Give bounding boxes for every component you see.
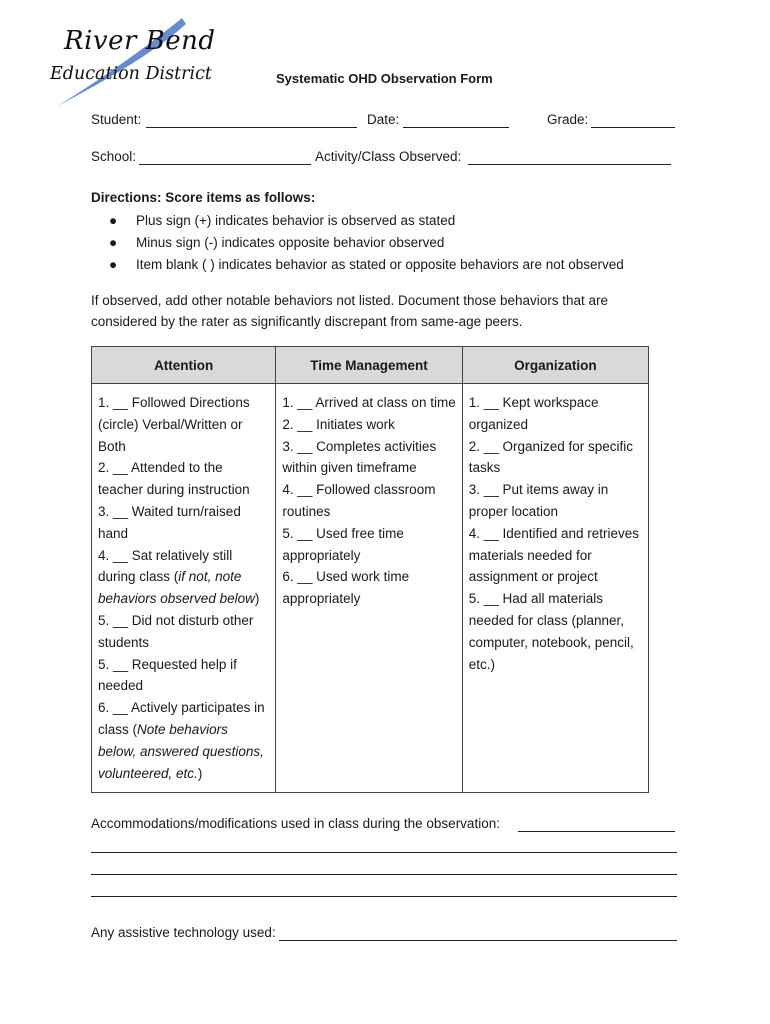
org-item-2: 2. __ Organized for specific tasks xyxy=(468,438,634,476)
logo-text-education-district: Education District xyxy=(50,64,212,84)
time-item-5: 5. __ Used free time appropriately xyxy=(282,525,404,563)
time-item-3: 3. __ Completes activities within given timeframe xyxy=(282,438,437,476)
attention-item-2: 2. __ Attended to the teacher during instruction xyxy=(98,460,250,498)
logo-text-river-bend: River Bend xyxy=(64,26,216,56)
list-item xyxy=(109,254,624,276)
org-item-3: 3. __ Put items away in proper location xyxy=(468,482,609,519)
attention-cell xyxy=(92,384,276,793)
header-time-management: Time Management xyxy=(276,347,462,384)
attention-item-5: 5. __ Did not disturb other students xyxy=(98,612,254,650)
bullet-text: Plus sign (+) indicates behavior is observed as stated xyxy=(136,213,456,228)
grade-field[interactable] xyxy=(591,127,675,128)
attention-item-6 xyxy=(98,697,269,784)
bullet-icon: ● xyxy=(109,213,118,228)
header-organization: Organization xyxy=(462,347,648,384)
student-field[interactable] xyxy=(146,127,357,128)
org-item-1: 1. __ Kept workspace organized xyxy=(468,395,599,432)
accommodations-field[interactable] xyxy=(518,831,675,832)
form-title: Systematic OHD Observation Form xyxy=(276,71,493,86)
bullet-text: Item blank ( ) indicates behavior as stated or opposite behaviors are not observed xyxy=(136,257,624,272)
school-field[interactable] xyxy=(139,164,311,165)
bullet-icon: ● xyxy=(109,257,118,272)
attention-item-4-note: if not, note behaviors observed below xyxy=(98,569,255,607)
header-attention: Attention xyxy=(92,347,276,384)
assistive-tech-label: Any assistive technology used: xyxy=(91,925,276,940)
attention-item-6-note: Note behaviors below, answered questions, volunteered, etc. xyxy=(98,721,264,781)
student-label: Student: xyxy=(91,112,142,127)
school-label: School: xyxy=(91,149,137,164)
attention-item-6-text: 6. __ Actively participates in class ( xyxy=(98,700,265,737)
attention-item-4-close: ) xyxy=(254,591,260,607)
organization-cell xyxy=(462,384,648,793)
time-management-cell xyxy=(276,384,462,793)
list-item xyxy=(109,210,624,232)
grade-label: Grade: xyxy=(547,112,589,127)
attention-item-5b: 5. __ Requested help if needed xyxy=(98,656,237,694)
attention-item-4 xyxy=(98,545,269,610)
bullet-text: Minus sign (-) indicates opposite behavior observed xyxy=(136,235,445,250)
activity-label: Activity/Class Observed: xyxy=(315,149,462,164)
org-item-5: 5. __ Had all materials needed for class (planner, computer, notebook, pencil, etc.) xyxy=(468,591,634,672)
attention-item-3: 3. __ Waited turn/raised hand xyxy=(98,503,241,541)
attention-item-6-close: ) xyxy=(197,765,203,781)
attention-item-4-text: 4. __ Sat relatively still during class ( xyxy=(98,547,233,585)
org-item-4: 4. __ Identified and retrieves materials needed for assignment or project xyxy=(468,525,640,585)
list-item xyxy=(109,232,624,254)
assistive-tech-field[interactable] xyxy=(279,940,677,941)
accommodations-line-4[interactable] xyxy=(91,896,677,897)
accommodations-line-3[interactable] xyxy=(91,874,677,875)
accommodations-line-2[interactable] xyxy=(91,852,677,853)
accommodations-label: Accommodations/modifications used in class during the observation: xyxy=(91,816,500,831)
directions-heading: Directions: Score items as follows: xyxy=(91,190,316,205)
attention-item-1: 1. __ Followed Directions (circle) Verbal/Written or Both xyxy=(98,395,250,454)
time-item-1: 1. __ Arrived at class on time xyxy=(282,395,456,410)
date-label: Date: xyxy=(367,112,400,127)
time-item-2: 2. __ Initiates work xyxy=(282,416,395,432)
directions-list xyxy=(109,210,624,276)
date-field[interactable] xyxy=(403,127,509,128)
district-logo xyxy=(50,18,216,110)
time-item-6: 6. __ Used work time appropriately xyxy=(282,569,410,607)
directions-paragraph: If observed, add other notable behaviors not listed. Document those behaviors that are considered by the rater as significantly discrepant from same-age peers. xyxy=(91,293,609,329)
activity-field[interactable] xyxy=(468,164,671,165)
bullet-icon: ● xyxy=(109,235,118,250)
time-item-4: 4. __ Followed classroom routines xyxy=(282,482,436,519)
observation-table xyxy=(91,346,649,793)
